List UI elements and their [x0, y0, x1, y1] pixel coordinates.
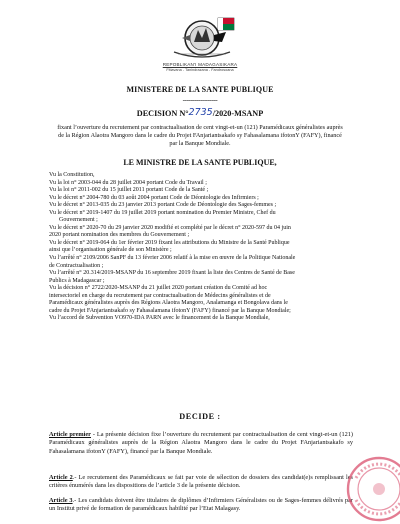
visa-line: Vu la décision n° 2722/2020-MSANP du 21 juillet 2020 portant création du Comité ad hoc: [49, 285, 268, 292]
minister-title: LE MINISTRE DE LA SANTE PUBLIQUE,: [123, 158, 277, 167]
decision-intro: fixant l’ouverture du recrutement par contractualisation de cent vingt-et-un (121) Paramédicaux généralistes auprès de la Région Alaotra Mangoro dans le cadre du Projet FAnjariantsakafo sy Fahasalamana ifotonY (FAFY), financé par la Banque Mondiale.: [57, 124, 343, 148]
separator: ------------------: [182, 96, 218, 104]
article-2: [49, 474, 353, 491]
handwritten-number: 2735: [188, 107, 213, 118]
article-text: .- Les candidats doivent être titulaires de diplômes d’Infirmiers Généralistes ou de Sages-femmes délivrés par un Institut privé de formation de paramédicaux habilité par l’Etat Malagasy.: [49, 497, 353, 513]
visa-line: de Contractualisation ;: [49, 262, 104, 269]
article-heading: Article premier: [49, 431, 91, 438]
article-heading: Article 2: [49, 474, 73, 481]
article-text: - La présente décision fixe l’ouverture du recrutement par contractualisation de cent vingt-et-un (121) Paramédicaux généralistes auprès de la Région Alaotra Mangoro dans le cadre du Projet FAnjariantsakafo sy Fahasalamana ifotonY (FAFY), financé par la Banque Mondiale.: [49, 431, 354, 455]
republic-motto: Fitiavana - Tanindrazana - Fandrosoana: [166, 68, 234, 72]
republic-name: REPOBLIKAN'I MADAGASIKARA: [162, 62, 238, 67]
visa-line: Vu l’arrêté n° 20.314/2019-MSANP du 16 septembre 2019 fixant la liste des Centres de Santé de Base: [49, 270, 295, 277]
visas-list: [49, 172, 353, 323]
visa-line: Vu la Constitution,: [49, 172, 95, 178]
visa-line: ainsi que l’organisation générale de son Ministère ;: [49, 247, 172, 254]
article-3: [49, 497, 353, 514]
visa-line: Vu l’arrêté n° 2109/2006 SanPF du 13 février 2006 relatif à la mise en œuvre de la Politique Nationale: [49, 255, 296, 262]
visa-line: Vu le décret n° 2020-70 du 29 janvier 2020 modifié et complété par le décret n° 2020-597 du 04 juin: [49, 224, 291, 231]
visa-line: Vu l’accord de Subvention VO970-IDA PARN avec le financement de la Banque Mondiale,: [49, 315, 270, 322]
article-1: [49, 431, 353, 456]
decide-heading: DECIDE :: [179, 412, 221, 421]
decision-suffix: /2020-MSANP: [212, 109, 264, 118]
visa-line: Vu le décret n° 2019-1407 du 19 juillet 2019 portant nomination du Premier Ministre, Chef du: [49, 209, 276, 216]
decision-number: [0, 108, 400, 119]
visa-line: cadre du Projet FAnjariantsakafo sy Fahasalamana ifotonY (FAFY) financé par la Banque Mondiale;: [49, 307, 291, 314]
visa-line: Gouvernement ;: [59, 217, 98, 224]
decision-prefix: DECISION N°: [136, 109, 189, 118]
visa-line: Vu la loi n° 2011-002 du 15 juillet 2011 portant Code de la Santé ;: [49, 187, 209, 194]
visa-line: Paramédicaux généralistes auprès des Régions Alaotra Mangoro, Analamanga et Bongolava dans le: [49, 300, 288, 307]
emblem-icon: [168, 8, 236, 62]
ministry-title: MINISTERE DE LA SANTE PUBLIQUE: [126, 85, 274, 94]
official-stamp-icon: [344, 454, 400, 524]
visa-line: Publics à Madagascar ;: [49, 277, 105, 284]
article-text: .- Le recrutement des Paramédicaux se fait par voie de sélection de dossiers des candidat(e)s remplissant les critères énumérés dans les dispositions de l’article 3 de la présente décision.: [49, 474, 353, 490]
article-heading: Article 3: [49, 497, 73, 504]
visa-line: 2020 portant nomination des membres du Gouvernement ;: [49, 232, 190, 239]
visa-line: intersectoriel en charge du recrutement par contractualisation de Médecins généralistes et de: [49, 292, 271, 299]
visa-line: Vu la loi n° 2003-044 du 28 juillet 2004 portant Code du Travail ;: [49, 179, 207, 186]
visa-line: Vu le décret n° 2019-064 du 1er février 2019 fixant les attributions du Ministre de la Santé Publique: [49, 239, 290, 246]
visa-line: Vu le décret n° 2013-035 du 23 janvier 2013 portant Code de Déontologie des Sages-femmes ;: [49, 202, 277, 209]
visa-line: Vu le décret n° 2004-780 du 03 août 2004 portant Code de Déontologie des Infirmiers ;: [49, 194, 259, 201]
